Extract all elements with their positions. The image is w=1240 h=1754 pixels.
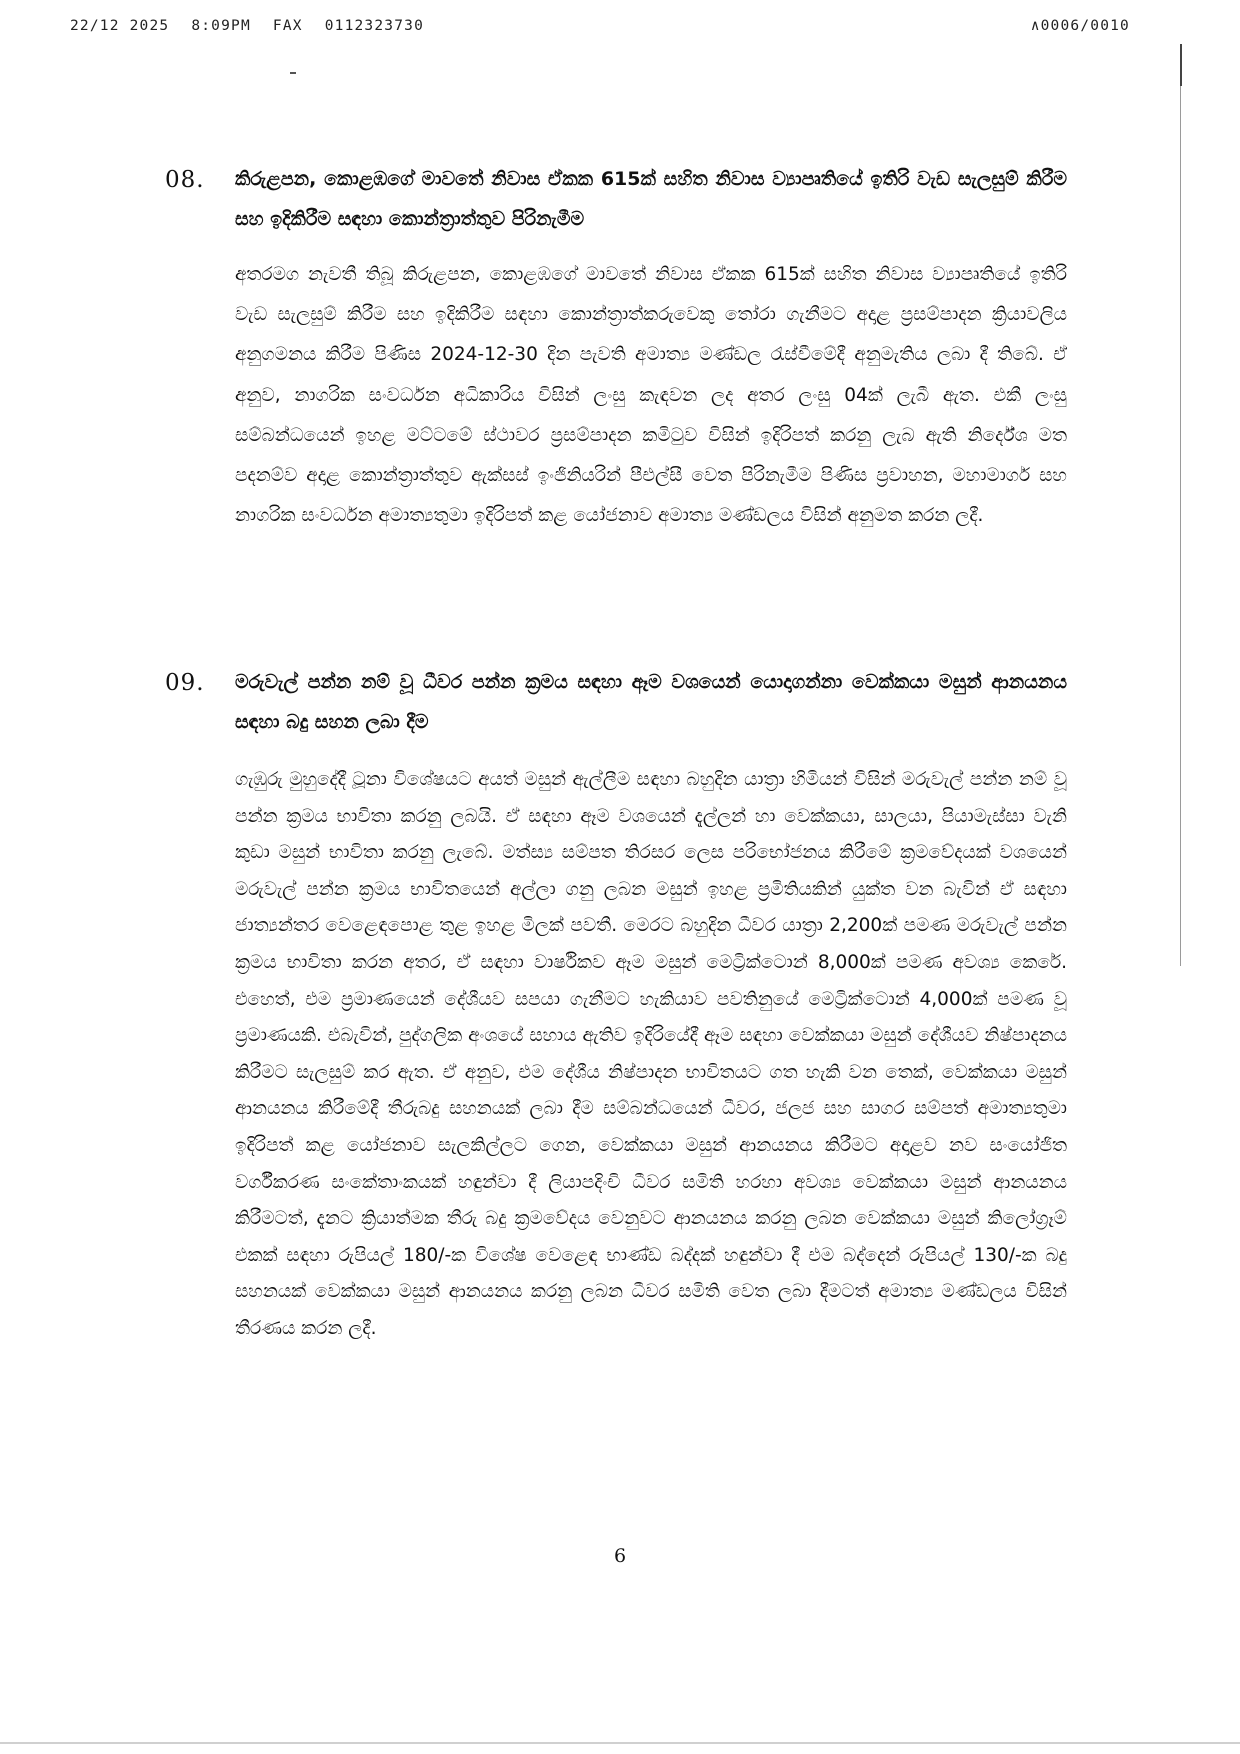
section-number: 08. xyxy=(165,167,205,193)
section-number: 09. xyxy=(165,670,205,696)
section-body: ගැඹුරු මුහුදේදී ටූනා විශේෂයට අයත් මසුන් ඇල්ලීම සඳහා බහුදින යාත්‍රා හිමියන් විසින් මරුවැල් පන්න නම් වූ පන්න ක්‍රමය භාවිතා කරනු ලබයි. ඒ සඳහා ඈම වශයෙන් දැල්ලන් හා වෙක්කයා, සාලයා, පියාමැස්සා වැනි කුඩා මසුන් භාවිතා කරනු ලැබේ. මත්ස්‍ය සම්පත තිරසර ලෙස පරිභෝජනය කිරීමේ ක්‍රමවේදයක් වශයෙන් මරුවැල් පන්න ක්‍රමය භාවිතයෙන් අල්ලා ගනු ලබන මසුන් ඉහළ ප්‍රමිතියකින් යුක්ත වන බැවින් ඒ සඳහා ජාත්‍යන්තර වෙළෙඳපොළ තුළ ඉහළ මිලක් පවතී. මෙරට බහුදින ධීවර යාත්‍රා 2,200ක් පමණ මරුවැල් පන්න ක්‍රමය භාවිතා කරන අතර, ඒ සඳහා වාර්ෂිකව ඈම මසුන් මෙට්‍රික්ටොන් 8,000ක් පමණ අවශ්‍ය කෙරේ. එහෙත්, එම ප්‍රමාණයෙන් දේශීයව සපයා ගැනීමට හැකියාව පවතිනුයේ මෙට්‍රික්ටොන් 4,000ක් පමණ වූ ප්‍රමාණයකි. එබැවින්, පුද්ගලික අංශයේ සහාය ඇතිව ඉදිරියේදී ඈම සඳහා වෙක්කයා මසුන් දේශීයව නිෂ්පාදනය කිරීමට සැලසුම් කර ඇත. ඒ අනුව, එම දේශීය නිෂ්පාදන භාවිතයට ගත හැකි වන තෙක්, වෙක්කයා මසුන් ආනයනය කිරීමේදී තීරුබදු සහනයක් ලබා දීම සම්බන්ධයෙන් ධීවර, ජලජ සහ සාගර සම්පත් අමාත්‍යතුමා ඉදිරිපත් කළ යෝජනාව සැලකිල්ලට ගෙන, වෙක්කයා මසුන් ආනයනය කිරීමට අදාළව නව සංයෝජිත වර්ගීකරණ සංකේතාංකයක් හඳුන්වා දී ලියාපදිංචි ධීවර සමිති හරහා අවශ්‍ය වෙක්කයා මසුන් ආනයනය කිරීමටත්, දැනට ක්‍රියාත්මක තීරු බදු ක්‍රමවේදය වෙනුවට ආනයනය කරනු ලබන වෙක්කයා මසුන් කිලෝග්‍රෑම් එකක් සඳහා රුපියල් 180/-ක විශේෂ වෙළෙඳ භාණ්ඩ බද්දක් හඳුන්වා දී එම බද්දෙන් රුපියල් 130/-ක බදු සහනයක් වෙක්කයා මසුන් ආනයනය කරනු ලබන ධීවර සමිති වෙත ලබා දීමටත් අමාත්‍ය මණ්ඩලය විසින් තීරණය කරන ලදී. xyxy=(235,769,1067,1339)
section-body: අතරමග නැවතී තිබූ කිරුළපන, කොළඹගේ මාවතේ නිවාස ඒකක 615ක් සහිත නිවාස ව්‍යාපෘතියේ ඉතිරි වැඩ සැලසුම් කිරීම සහ ඉදිකිරීම සඳහා කොන්ත්‍රාත්කරුවෙකු තෝරා ගැනීමට අදාළ ප්‍රසම්පාදන ක්‍රියාවලිය අනුගමනය කිරීම පිණිස 2024-12-30 දින පැවති අමාත්‍ය මණ්ඩල රැස්වීමේදී අනුමැතිය ලබා දී තිබේ. ඒ අනුව, නාගරික සංවර්ධන අධිකාරිය විසින් ලංසු කැඳවන ලද අතර ලංසු 04ක් ලැබී ඇත. එකී ලංසු සම්බන්ධයෙන් ඉහළ මට්ටමේ ස්ථාවර ප්‍රසම්පාදන කමිටුව විසින් ඉදිරිපත් කරනු ලැබ ඇති නිර්දේශ මත පදනම්ව අදාළ කොන්ත්‍රාත්තුව ඇක්සස් ඉංජිනියරින් පීඑල්සී වෙත පිරිනැමීම පිණිස ප්‍රවාහන, මහාමාර්ග සහ නාගරික සංවර්ධන අමාත්‍යතුමා ඉදිරිපත් කළ යෝජනාව අමාත්‍ය මණ්ඩලය විසින් අනුමත කරන ලදී. xyxy=(235,264,1068,527)
section-title: කිරුළපන, කොළඹගේ මාවතේ නිවාස ඒකක 615ක් සහිත නිවාස ව්‍යාපෘතියේ ඉතිරි වැඩ සැලසුම් කිරීම සහ ඉදිකිරීම සඳහා කොන්ත්‍රාත්තුව පිරිනැමීම xyxy=(235,168,1067,230)
page-number: 6 xyxy=(613,1545,627,1567)
fax-transmission-info xyxy=(70,18,446,34)
fax-page-counter: ∧0006/0010 xyxy=(1030,18,1130,34)
scan-speck xyxy=(290,72,296,74)
scan-bottom-edge xyxy=(0,1742,1240,1744)
fax-label: FAX xyxy=(272,18,303,34)
scan-edge-line-faint xyxy=(1180,86,1181,966)
scan-edge-line xyxy=(1180,44,1182,86)
fax-time: 8:09PM xyxy=(191,18,251,34)
fax-number: 0112323730 xyxy=(324,18,425,34)
section-title: මරුවැල් පන්න නම් වූ ධීවර පන්න ක්‍රමය සඳහා ඈම වශයෙන් යොදාගන්නා වෙක්කයා මසුන් ආනයනය සඳහා බදු සහන ලබා දීම xyxy=(235,671,1067,733)
fax-date: 22/12 2025 xyxy=(70,18,170,34)
